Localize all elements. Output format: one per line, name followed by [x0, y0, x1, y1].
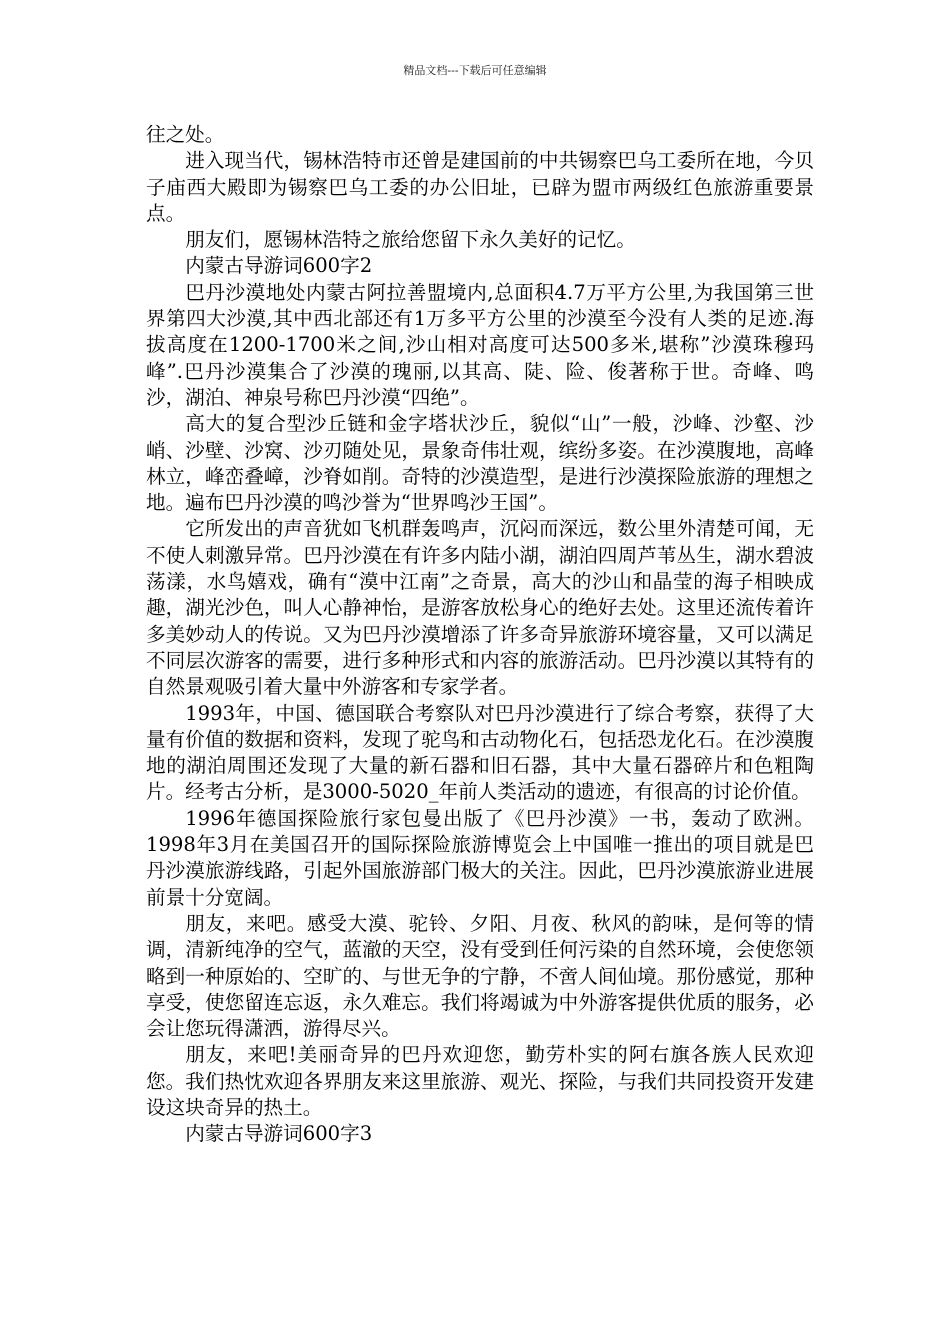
paragraph-red-tourism: 进入现当代，锡林浩特市还曾是建国前的中共锡察巴乌工委所在地，今贝子庙西大殿即为锡察巴乌工委的办公旧址，已辟为盟市两级红色旅游重要景点。: [146, 149, 814, 225]
paragraph-singing-sand: 它所发出的声音犹如飞机群轰鸣声，沉闷而深远，数公里外清楚可闻，无不使人刺激异常。巴丹沙漠在有许多内陆小湖，湖泊四周芦苇丛生，湖水碧波荡漾，水鸟嬉戏，确有“漠中江南”之奇景，高大的沙山和晶莹的海子相映成趣，湖光沙色，叫人心静神怡，是游客放松身心的绝好去处。这里还流传着许多美妙动人的传说。又为巴丹沙漠增添了许多奇异旅游环境容量，又可以满足不同层次游客的需要，进行多种形式和内容的旅游活动。巴丹沙漠以其特有的自然景观吸引着大量中外游客和专家学者。: [146, 517, 814, 699]
paragraph-1996-book: 1996年德国探险旅行家包曼出版了《巴丹沙漠》一书，轰动了欧洲。1998年3月在美国召开的国际探险旅游博览会上中国唯一推出的项目就是巴丹沙漠旅游线路，引起外国旅游部门极大的关注。因此，巴丹沙漠旅游业进展前景十分宽阔。: [146, 806, 814, 909]
paragraph-dunes: 高大的复合型沙丘链和金字塔状沙丘，貌似“山”一般，沙峰、沙壑、沙峭、沙壁、沙窝、沙刃随处见，景象奇伟壮观，缤纷多姿。在沙漠腹地，高峰林立，峰峦叠嶂，沙脊如削。奇特的沙漠造型，是进行沙漠探险旅游的理想之地。遍布巴丹沙漠的鸣沙誉为“世界鸣沙王国”。: [146, 412, 814, 515]
paragraph-continuation: 往之处。: [146, 123, 225, 146]
document-body: [146, 122, 814, 1148]
paragraph-1993-expedition: 1993年，中国、德国联合考察队对巴丹沙漠进行了综合考察，获得了大量有价值的数据和资料，发现了驼鸟和古动物化石，包括恐龙化石。在沙漠腹地的湖泊周围还发现了大量的新石器和旧石器，其中大量石器碎片和色粗陶片。经考古分析，是3000-5020_年前人类活动的遗迹，有很高的讨论价值。: [146, 701, 814, 804]
paragraph-welcome: 朋友，来吧!美丽奇异的巴丹欢迎您，勤劳朴实的阿右旗各族人民欢迎您。我们热忱欢迎各界朋友来这里旅游、观光、探险，与我们共同投资开发建设这块奇异的热土。: [146, 1043, 814, 1119]
section-heading-2: 内蒙古导游词600字2: [185, 254, 373, 278]
paragraph-farewell: 朋友们，愿锡林浩特之旅给您留下永久美好的记忆。: [185, 228, 636, 252]
paragraph-invitation: 朋友，来吧。感受大漠、驼铃、夕阳、月夜、秋风的韵味，是何等的情调，清新纯净的空气，蓝澈的天空，没有受到任何污染的自然环境，会使您领略到一种原始的、空旷的、与世无争的宁静，不啻人间仙境。那份感觉，那种享受，使您留连忘返，永久难忘。我们将竭诚为中外游客提供优质的服务，必会让您玩得潇洒，游得尽兴。: [146, 911, 814, 1041]
page-header: 精品文档---下载后可任意编辑: [403, 64, 547, 77]
paragraph-badain-intro: 巴丹沙漠地处内蒙古阿拉善盟境内,总面积4.7万平方公里,为我国第三世界第四大沙漠,其中西北部还有1万多平方公里的沙漠至今没有人类的足迹.海拔高度在1200-1700米之间,沙山相对高度可达500多米,堪称”沙漠珠穆玛峰”.巴丹沙漠集合了沙漠的瑰丽,以其高、陡、险、俊著称于世。奇峰、鸣沙，湖泊、神泉号称巴丹沙漠“四绝”。: [146, 280, 814, 409]
section-heading-3: 内蒙古导游词600字3: [185, 1122, 373, 1146]
